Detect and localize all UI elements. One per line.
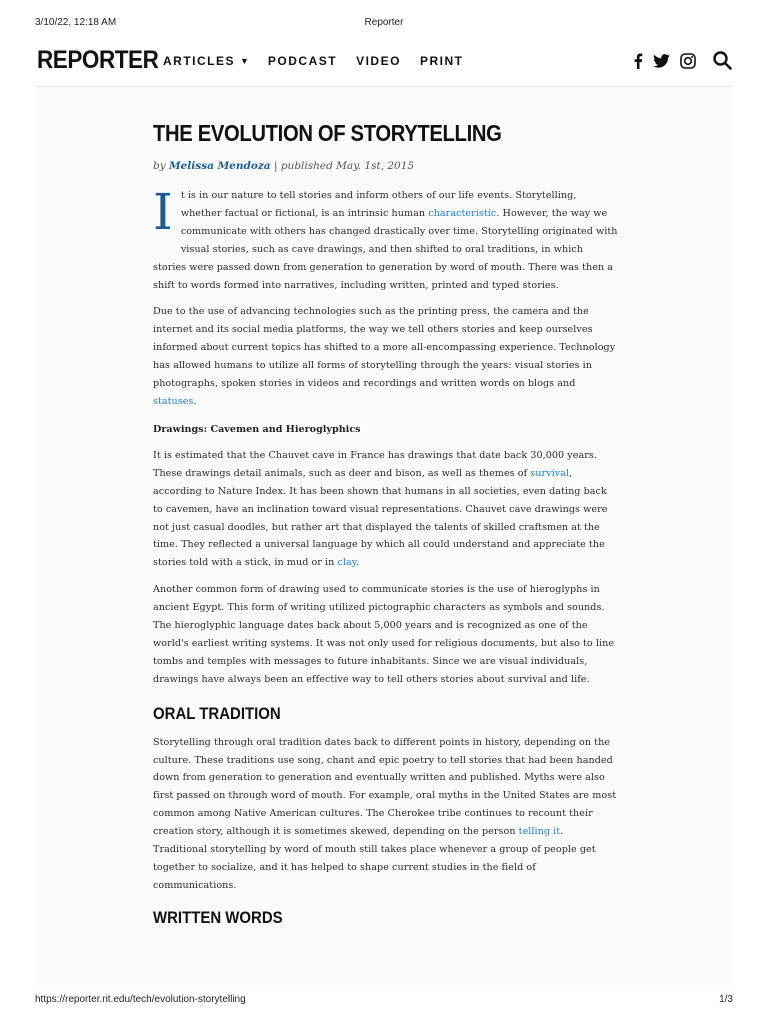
section-heading-oral-tradition: ORAL TRADITION	[153, 703, 281, 723]
nav-articles-label: ARTICLES	[163, 54, 235, 68]
nav-video[interactable]: VIDEO	[356, 54, 401, 68]
paragraph-text: . However, the way we communicate with others has changed drastically over time. Storytelling originated with visual stories, such as cave drawings, and then shifted to oral traditions, in which stories were passed down from generation to generation by word of mouth. There was then a shift to words formed into narratives, including written, printed and typed stories.	[153, 207, 618, 291]
paragraph-text: Due to the use of advancing technologies such as the printing press, the camera and the internet and its social media platforms, the way we tell others stories and keep ourselves informed about current topics has shifted to a more all-encompassing experience. Technology has allowed humans to utilize all forms of storytelling through the years: visual stories in photographs, spoken stories in videos and recordings and written words on blogs and	[153, 306, 616, 390]
nav-podcast[interactable]: PODCAST	[267, 54, 338, 68]
paragraph-chauvet	[153, 447, 619, 572]
top-navbar	[37, 36, 732, 87]
main-nav	[163, 54, 482, 68]
paragraph-text: .	[356, 557, 360, 569]
drop-cap: I	[153, 183, 173, 241]
link-statuses[interactable]: statuses	[153, 395, 194, 407]
site-logo[interactable]: REPORTER	[37, 46, 159, 74]
search-icon[interactable]	[713, 51, 732, 70]
subheading-drawings: Drawings: Cavemen and Hieroglyphics	[153, 423, 361, 435]
paragraph-text: . Traditional storytelling by word of mouth still takes place whenever a group of people get together to socialize, and it has helped to shape current studies in the field of communications.	[153, 826, 596, 891]
nav-articles[interactable]	[163, 54, 249, 68]
paragraph-text: It is estimated that the Chauvet cave in France has drawings that date back 30,000 years. These drawings detail animals, such as deer and bison, as well as themes of	[153, 449, 597, 479]
article-title: THE EVOLUTION OF STORYTELLING	[153, 120, 502, 146]
caret-down-icon: ▼	[240, 56, 249, 66]
byline	[153, 160, 619, 174]
print-footer	[0, 994, 768, 1008]
paragraph-hieroglyphs: Another common form of drawing used to communicate stories is the use of hieroglyphs in ancient Egypt. This form of writing utilized pictographic characters as symbols and sounds. The hieroglyphic language dates back about 5,000 years and is recognized as one of the world's earliest writing systems. It was not only used for religious documents, but also to line tombs and temples with messages to future inhabitants. Since we are visual individuals, drawings have always been an effective way to tell others stories about survival and life.	[153, 584, 615, 685]
paragraph-text: Storytelling through oral tradition dates back to different points in history, depending on the culture. These traditions use song, chant and epic poetry to tell stories that had been handed down from generation to generation and eventually written and published. Myths were also first passed on through word of mouth. For example, oral myths in the United States are most common among Native American cultures. The Cherokee tribe continues to recount their creation story, although it is sometimes skewed, depending on the person	[153, 736, 617, 838]
webpage	[37, 36, 732, 986]
section-heading-written-words: WRITTEN WORDS	[153, 907, 283, 927]
paragraph-oral-tradition	[153, 734, 619, 895]
link-clay[interactable]: clay	[337, 557, 357, 569]
print-page-number: 1/3	[719, 994, 733, 1005]
article	[153, 120, 619, 929]
facebook-icon[interactable]	[633, 53, 643, 69]
paragraph-text: , according to Nature Index. It has been shown that humans in all societies, even dating back to cavemen, have an inclination toward visual representations. Chauvet cave drawings were not just casual doodles, but rather art that displayed the talents of skilled craftsmen at the time. They reflected a universal language by which all could understand and appreciate the stories told with a stick, in mud or in	[153, 467, 608, 569]
twitter-icon[interactable]	[653, 54, 670, 68]
byline-prefix: by	[153, 160, 169, 172]
print-title: Reporter	[364, 17, 404, 28]
social-search-icons	[623, 51, 732, 70]
link-survival[interactable]: survival	[530, 467, 570, 479]
nav-print[interactable]: PRINT	[419, 54, 464, 68]
print-datetime: 3/10/22, 12:18 AM	[35, 17, 117, 28]
paragraph-intro	[153, 183, 619, 294]
link-characteristic[interactable]: characteristic	[428, 207, 497, 219]
print-header	[0, 17, 768, 31]
paragraph-technology	[153, 303, 619, 410]
link-telling-it[interactable]: telling it	[518, 826, 561, 838]
instagram-icon[interactable]	[680, 53, 696, 69]
byline-date: | published May. 1st, 2015	[270, 160, 415, 172]
author-link[interactable]: Melissa Mendoza	[169, 160, 271, 172]
paragraph-text: .	[193, 395, 197, 407]
print-url: https://reporter.rit.edu/tech/evolution-storytelling	[35, 994, 246, 1005]
paragraph-text: t is in our nature to tell stories and inform others of our life events. Storytelling, whether factual or fictional, is an intrinsic human	[180, 190, 577, 219]
